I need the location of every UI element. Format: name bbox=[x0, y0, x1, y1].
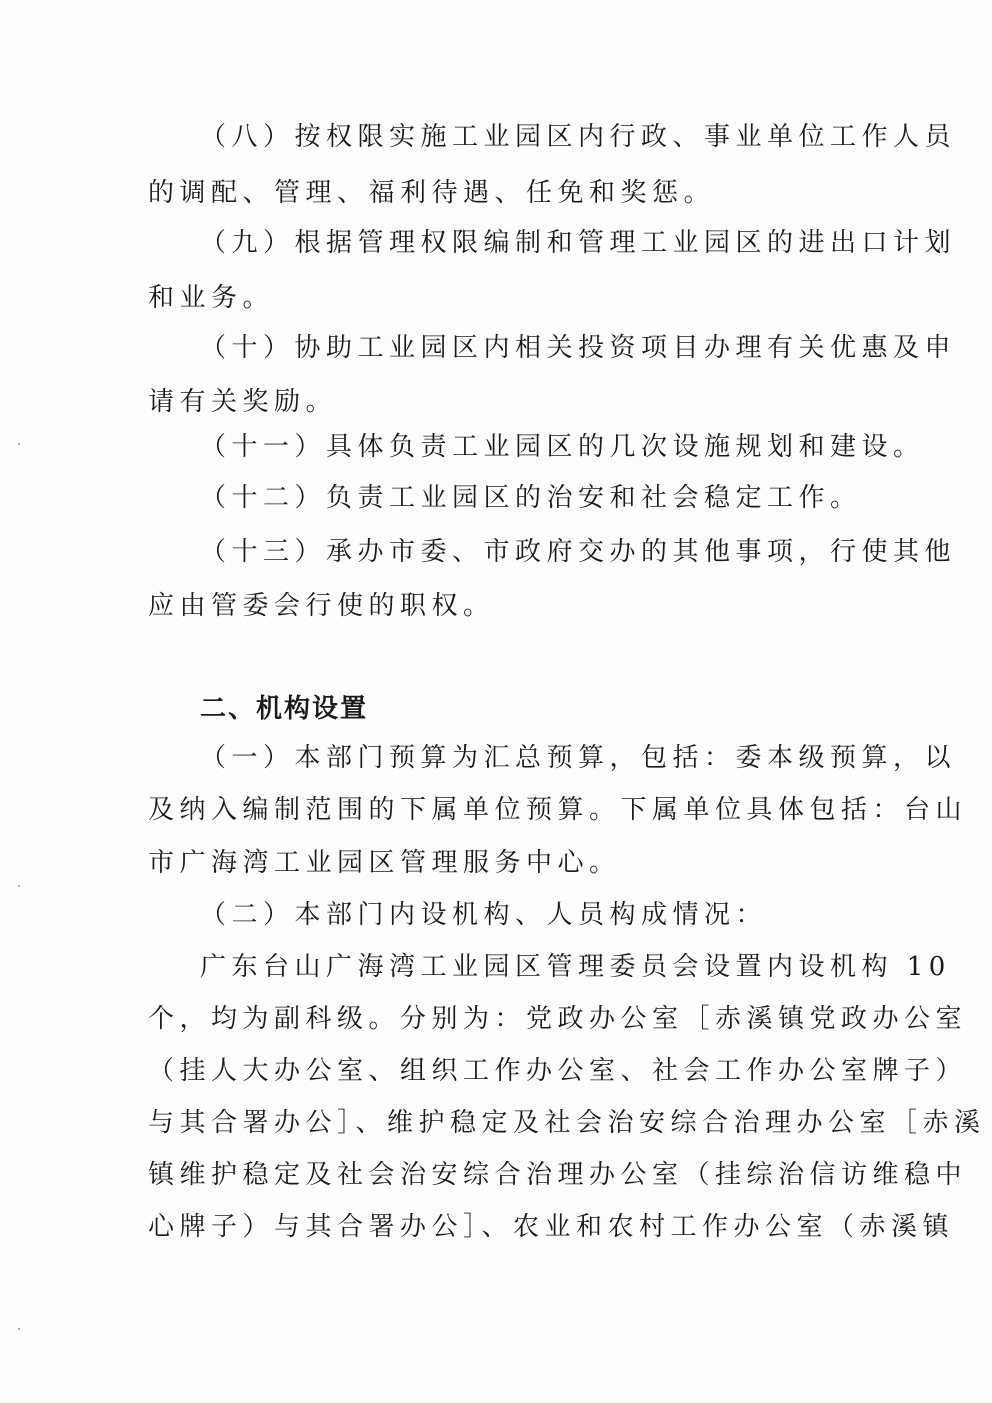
paragraph-line: （八）按权限实施工业园区内行政、事业单位工作人员 bbox=[200, 122, 957, 152]
scan-speck bbox=[18, 443, 20, 445]
paragraph-line: 与其合署办公］、维护稳定及社会治安综合治理办公室［赤溪 bbox=[148, 1108, 986, 1138]
paragraph-line: 镇维护稳定及社会治安综合治理办公室（挂综治信访维稳中 bbox=[148, 1160, 968, 1190]
paragraph-line: 心牌子）与其合署办公］、农业和农村工作办公室（赤溪镇 bbox=[148, 1212, 955, 1242]
paragraph-line: 市广海湾工业园区管理服务中心。 bbox=[148, 848, 621, 878]
paragraph-line: 的调配、管理、福利待遇、任免和奖惩。 bbox=[148, 178, 716, 208]
scan-speck bbox=[18, 1328, 20, 1330]
paragraph-line: （十一）具体负责工业园区的几次设施规划和建设。 bbox=[200, 432, 925, 462]
paragraph-line: （十二）负责工业园区的治安和社会稳定工作。 bbox=[200, 483, 862, 513]
paragraph-line: 请有关奖励。 bbox=[148, 387, 338, 417]
paragraph-line: （二）本部门内设机构、人员构成情况： bbox=[200, 900, 768, 930]
paragraph-line: 及纳入编制范围的下属单位预算。下属单位具体包括：台山 bbox=[148, 795, 968, 825]
paragraph-line: （十三）承办市委、市政府交办的其他事项，行使其他 bbox=[200, 537, 957, 567]
paragraph-line: 个，均为副科级。分别为：党政办公室［赤溪镇党政办公室 bbox=[148, 1004, 968, 1034]
scan-speck bbox=[18, 885, 20, 887]
paragraph-line: （十）协助工业园区内相关投资项目办理有关优惠及申 bbox=[200, 333, 957, 363]
paragraph-line: 应由管委会行使的职权。 bbox=[148, 591, 495, 621]
paragraph-line: （挂人大办公室、组织工作办公室、社会工作办公室牌子） bbox=[148, 1056, 968, 1086]
paragraph-line: （九）根据管理权限编制和管理工业园区的进出口计划 bbox=[200, 228, 957, 258]
paragraph-line: 广东台山广海湾工业园区管理委员会设置内设机构 10 bbox=[200, 952, 951, 982]
paragraph-line: （一）本部门预算为汇总预算，包括：委本级预算，以 bbox=[200, 743, 957, 773]
section-heading: 二、机构设置 bbox=[200, 694, 369, 724]
paragraph-line: 和业务。 bbox=[148, 283, 275, 313]
